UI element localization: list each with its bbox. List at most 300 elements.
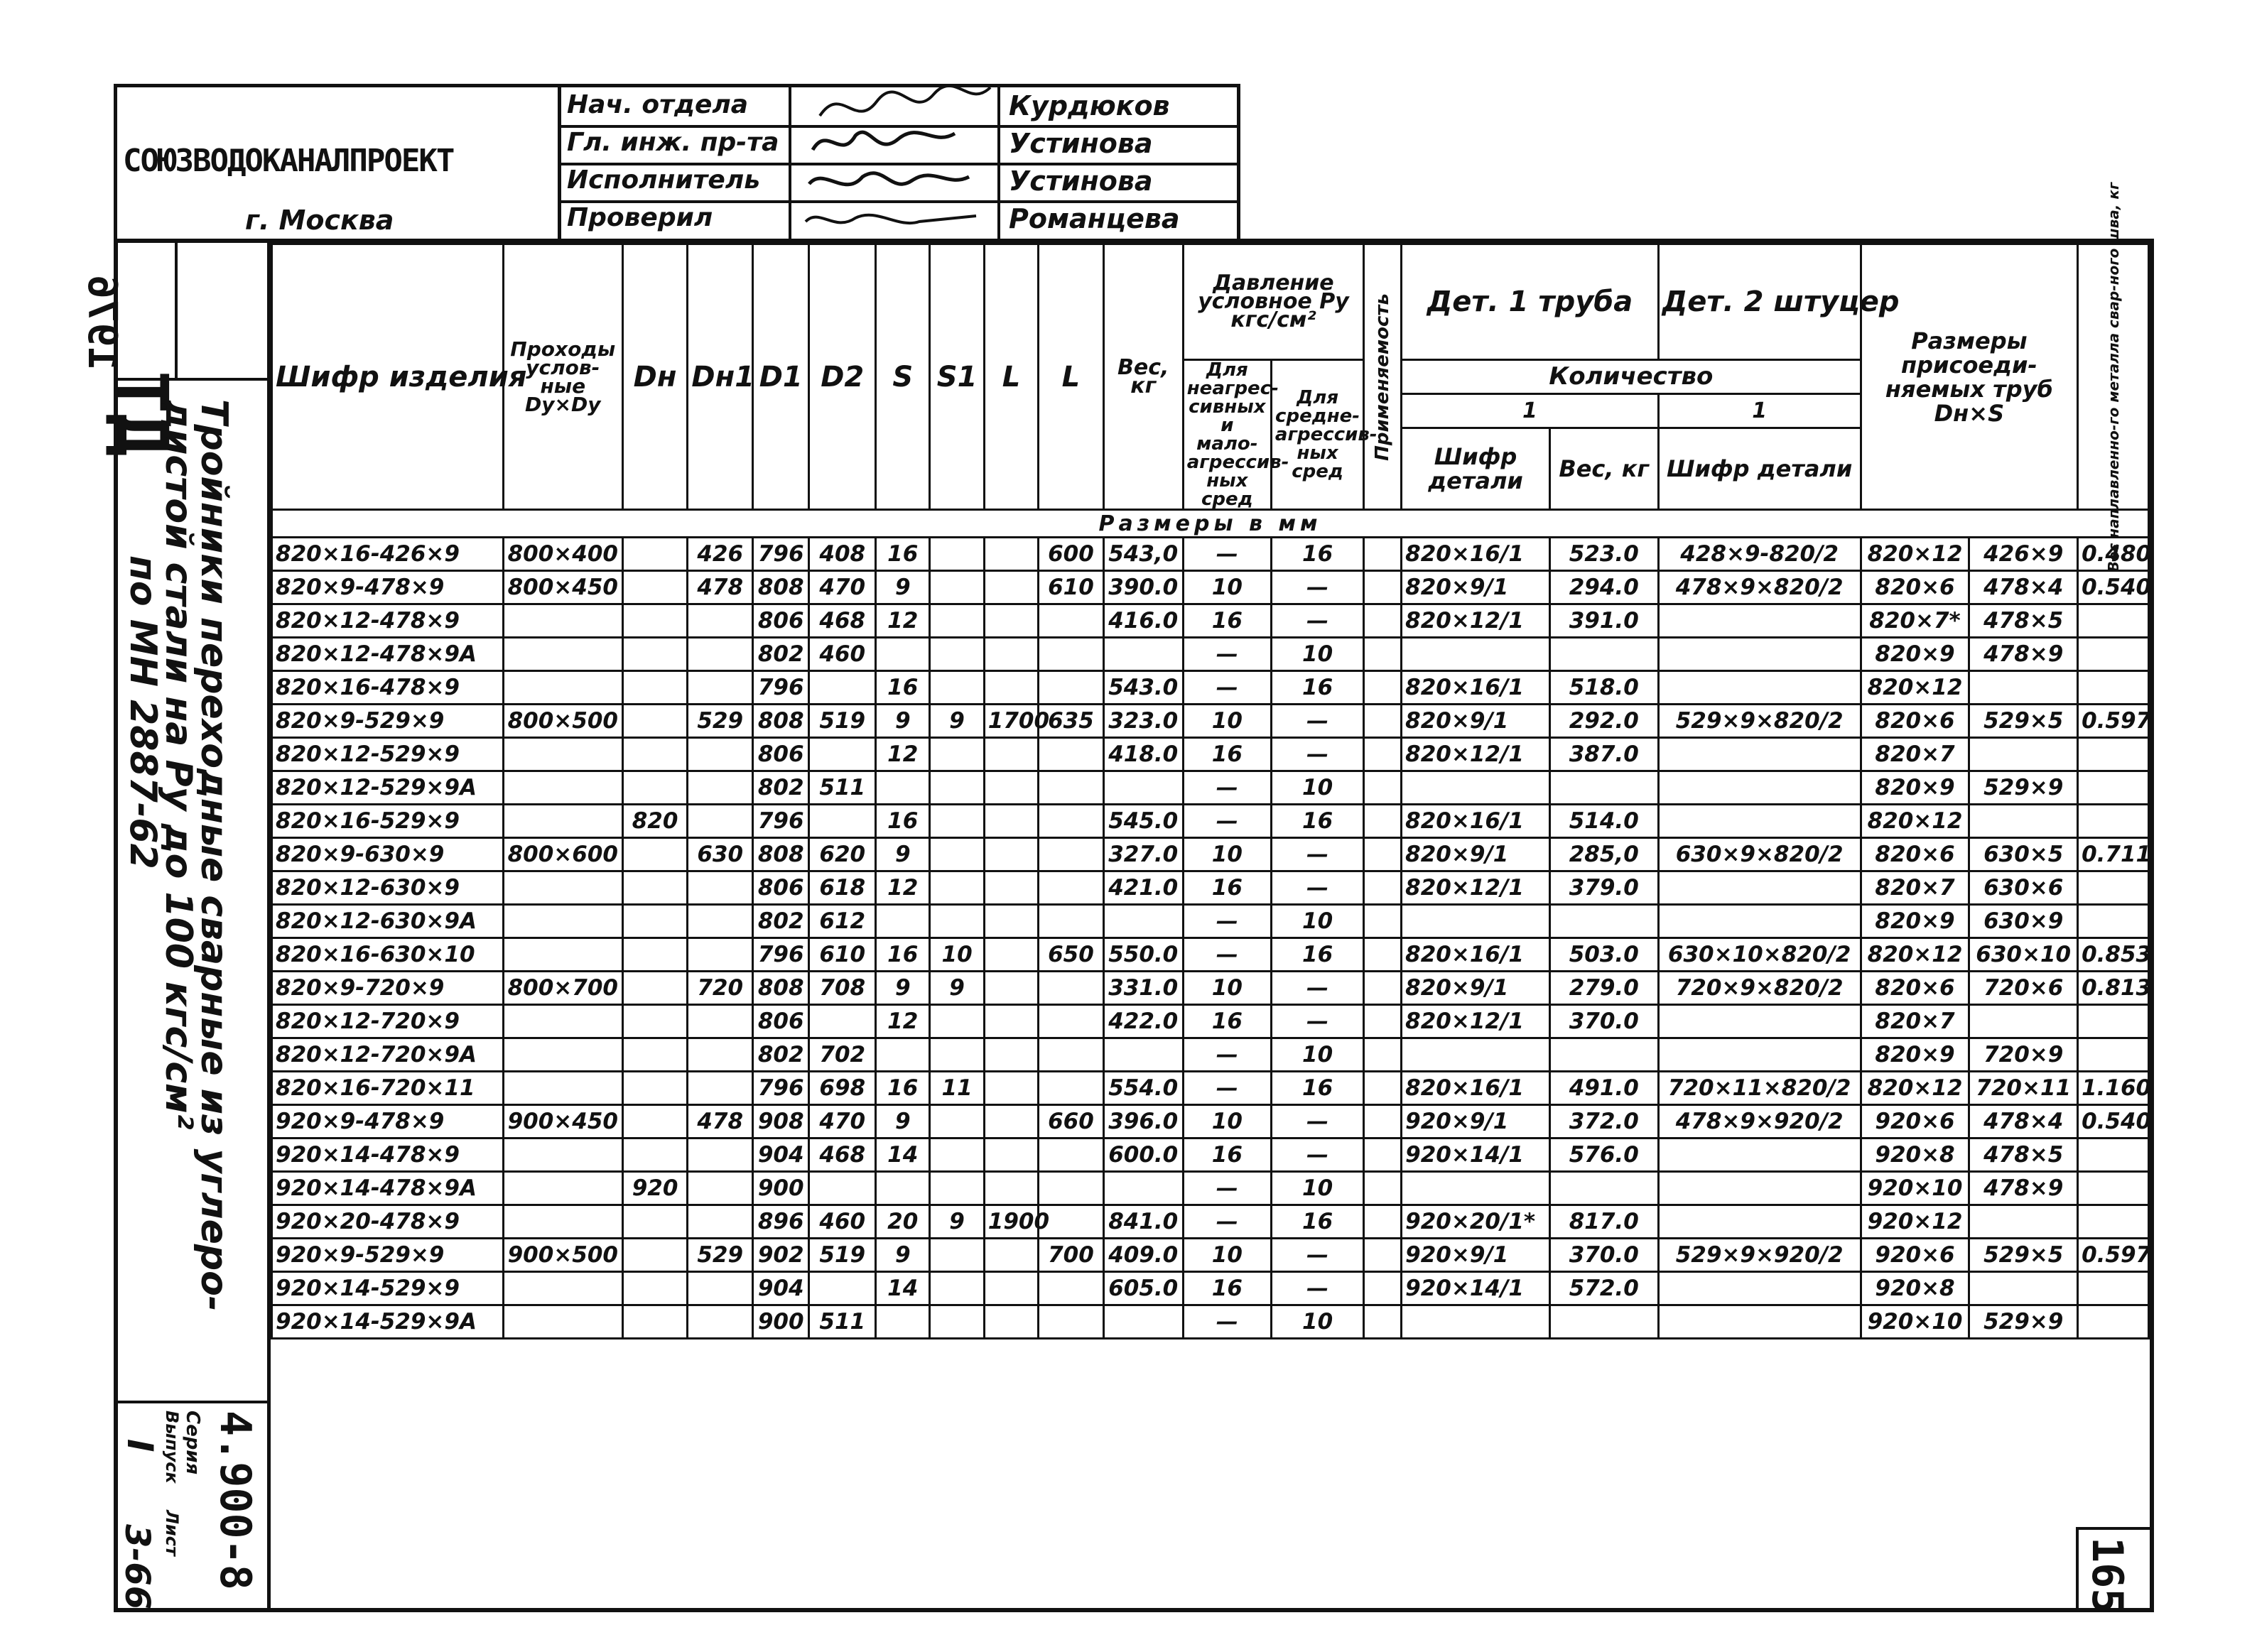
cell-l1	[984, 1038, 1038, 1072]
cell-det1-code	[1402, 771, 1550, 805]
cell-press-nonaggr: —	[1183, 1205, 1271, 1239]
cell-s	[876, 638, 930, 671]
cell-applicability	[1364, 604, 1402, 638]
cell-s1	[930, 1239, 984, 1272]
cell-passes: 900×500	[503, 1239, 622, 1272]
cell-d1: 796	[753, 805, 809, 838]
cell-l2	[1039, 1072, 1104, 1105]
cell-det1-weight: 372.0	[1549, 1105, 1658, 1139]
table-row	[272, 604, 2149, 638]
cell-applicability	[1364, 771, 1402, 805]
cell-l2: 635	[1039, 705, 1104, 738]
cell-code: 820×12-529×9	[272, 738, 504, 771]
cell-conn-s: 720×11	[1969, 1072, 2078, 1105]
cell-weld-weight: 0.540	[2078, 1105, 2149, 1139]
cell-l2	[1039, 738, 1104, 771]
cell-weight: 554.0	[1103, 1072, 1183, 1105]
cell-applicability	[1364, 1272, 1402, 1305]
cell-applicability	[1364, 705, 1402, 738]
cell-det1-code: 820×16/1	[1402, 938, 1550, 972]
cell-l2	[1039, 871, 1104, 905]
cell-d1: 806	[753, 738, 809, 771]
cell-conn-dn: 820×7	[1861, 738, 1969, 771]
cell-conn-s: 529×5	[1969, 1239, 2078, 1272]
header-det1: Дет. 1 труба	[1402, 244, 1658, 360]
header-det1-weight: Вес, кг	[1549, 428, 1658, 509]
cell-det2-code: 529×9×920/2	[1658, 1239, 1861, 1272]
cell-l2	[1039, 1305, 1104, 1339]
cell-l2	[1039, 838, 1104, 871]
cell-s: 16	[876, 538, 930, 571]
cell-press-nonaggr: 10	[1183, 571, 1271, 604]
cell-press-nonaggr: —	[1183, 938, 1271, 972]
header-applicability	[1364, 244, 1402, 510]
cell-applicability	[1364, 538, 1402, 571]
cell-weight: 416.0	[1103, 604, 1183, 638]
cell-weld-weight: 0.480	[2078, 538, 2149, 571]
cell-passes: 800×450	[503, 571, 622, 604]
cell-conn-s: 720×9	[1969, 1038, 2078, 1072]
description-line: по МН 2887-62	[121, 555, 164, 869]
cell-det1-code: 820×12/1	[1402, 738, 1550, 771]
header-qty1: 1	[1402, 393, 1658, 428]
cell-s: 16	[876, 1072, 930, 1105]
cell-d2: 702	[809, 1038, 876, 1072]
cell-weld-weight	[2078, 1139, 2149, 1172]
cell-press-medaggr: —	[1271, 571, 1363, 604]
cell-s: 12	[876, 871, 930, 905]
cell-d2: 519	[809, 1239, 876, 1272]
cell-conn-dn: 920×6	[1861, 1105, 1969, 1139]
cell-dn1	[688, 1172, 753, 1205]
cell-l1	[984, 1139, 1038, 1172]
cell-conn-s: 478×5	[1969, 1139, 2078, 1172]
cell-conn-s: 529×5	[1969, 705, 2078, 738]
cell-dn1: 529	[688, 705, 753, 738]
cell-det1-code: 820×16/1	[1402, 805, 1550, 838]
cell-weld-weight: 0.813	[2078, 972, 2149, 1005]
cell-s1	[930, 1105, 984, 1139]
description-line: дистой стали на Ру до 100 кгс/см²	[157, 399, 200, 1130]
cell-det1-code: 820×12/1	[1402, 604, 1550, 638]
cell-conn-s: 478×9	[1969, 1172, 2078, 1205]
cell-d1: 802	[753, 905, 809, 938]
cell-passes	[503, 1205, 622, 1239]
cell-s1	[930, 871, 984, 905]
header-d1: D1	[753, 244, 809, 510]
cell-conn-s: 426×9	[1969, 538, 2078, 571]
sheet-number: 165	[2082, 1537, 2132, 1614]
cell-press-medaggr: —	[1271, 972, 1363, 1005]
cell-l2	[1039, 972, 1104, 1005]
header-s1: S1	[930, 244, 984, 510]
header-pressure: Давление условное Ру кгс/см²	[1183, 244, 1364, 360]
cell-conn-dn: 920×6	[1861, 1239, 1969, 1272]
cell-press-medaggr: —	[1271, 1272, 1363, 1305]
cell-conn-dn: 820×12	[1861, 671, 1969, 705]
cell-press-nonaggr: 10	[1183, 1239, 1271, 1272]
cell-press-nonaggr: —	[1183, 638, 1271, 671]
cell-dn	[622, 1272, 688, 1305]
cell-dn	[622, 1239, 688, 1272]
cell-s: 12	[876, 1005, 930, 1038]
cell-conn-s: 630×5	[1969, 838, 2078, 871]
cell-det1-code: 820×9/1	[1402, 838, 1550, 871]
cell-conn-dn: 820×6	[1861, 705, 1969, 738]
cell-l1	[984, 1105, 1038, 1139]
cell-dn1	[688, 604, 753, 638]
header-press-medaggr: Для средне-агрессив-ных сред	[1271, 360, 1363, 510]
cell-conn-dn: 820×9	[1861, 638, 1969, 671]
cell-code: 920×14-529×9А	[272, 1305, 504, 1339]
cell-applicability	[1364, 1038, 1402, 1072]
year: 1976	[79, 275, 125, 371]
table-row	[272, 838, 2149, 871]
title-stamp	[114, 84, 1240, 242]
cell-det2-code: 720×11×820/2	[1658, 1072, 1861, 1105]
header-det1-code: Шифр детали	[1402, 428, 1550, 509]
cell-weld-weight: 0.711	[2078, 838, 2149, 871]
cell-applicability	[1364, 1172, 1402, 1205]
cell-code: 820×12-478×9	[272, 604, 504, 638]
cell-weight	[1103, 771, 1183, 805]
table-row	[272, 771, 2149, 805]
cell-weight: 418.0	[1103, 738, 1183, 771]
cell-code: 920×9-529×9	[272, 1239, 504, 1272]
cell-conn-dn: 920×10	[1861, 1305, 1969, 1339]
cell-d1: 900	[753, 1305, 809, 1339]
header-det2-code: Шифр детали	[1658, 428, 1861, 509]
cell-d1: 806	[753, 1005, 809, 1038]
cell-det1-code: 820×12/1	[1402, 1005, 1550, 1038]
cell-dn1	[688, 738, 753, 771]
stamp-name: Устинова	[1009, 165, 1153, 197]
header-passes: Проходы услов-ные Dу×Dу	[503, 244, 622, 510]
cell-det1-code: 920×14/1	[1402, 1272, 1550, 1305]
cell-det1-code	[1402, 638, 1550, 671]
table-row	[272, 805, 2149, 838]
cell-code: 820×9-529×9	[272, 705, 504, 738]
cell-s1	[930, 805, 984, 838]
cell-l1	[984, 771, 1038, 805]
cell-conn-s: 720×6	[1969, 972, 2078, 1005]
sheet-code: 3-66	[117, 1524, 157, 1610]
cell-applicability	[1364, 1205, 1402, 1239]
cell-dn	[622, 1305, 688, 1339]
cell-weight: 550.0	[1103, 938, 1183, 972]
handwritten-signature	[791, 163, 997, 200]
cell-press-medaggr: —	[1271, 705, 1363, 738]
cell-press-medaggr: —	[1271, 1105, 1363, 1139]
cell-s1	[930, 1038, 984, 1072]
stamp-role: Гл. инж. пр-та	[567, 128, 779, 157]
cell-det2-code: 529×9×820/2	[1658, 705, 1861, 738]
cell-det1-weight	[1549, 905, 1658, 938]
cell-press-nonaggr: —	[1183, 538, 1271, 571]
cell-l2	[1039, 805, 1104, 838]
cell-press-nonaggr: —	[1183, 1305, 1271, 1339]
table-row	[272, 1305, 2149, 1339]
cell-passes	[503, 638, 622, 671]
stamp-role: Исполнитель	[567, 165, 760, 195]
cell-dn1	[688, 905, 753, 938]
cell-d2: 610	[809, 938, 876, 972]
cell-det2-code	[1658, 1272, 1861, 1305]
header-code: Шифр изделия	[272, 244, 504, 510]
cell-conn-dn: 820×12	[1861, 1072, 1969, 1105]
cell-weight: 327.0	[1103, 838, 1183, 871]
signature-cell	[789, 200, 1000, 242]
cell-s: 16	[876, 938, 930, 972]
cell-det1-weight: 379.0	[1549, 871, 1658, 905]
issue-number: I	[119, 1439, 161, 1452]
cell-s	[876, 905, 930, 938]
cell-det1-code: 820×9/1	[1402, 705, 1550, 738]
cell-d1: 904	[753, 1139, 809, 1172]
cell-applicability	[1364, 638, 1402, 671]
handwritten-signature	[791, 200, 997, 242]
cell-passes	[503, 1139, 622, 1172]
cell-press-medaggr: 10	[1271, 905, 1363, 938]
cell-conn-dn: 820×9	[1861, 771, 1969, 805]
cell-s1	[930, 1305, 984, 1339]
cell-d2: 620	[809, 838, 876, 871]
cell-det1-weight: 370.0	[1549, 1239, 1658, 1272]
table-row	[272, 1105, 2149, 1139]
cell-dn	[622, 638, 688, 671]
issue-label: Выпуск	[162, 1411, 182, 1484]
cell-code: 820×12-529×9А	[272, 771, 504, 805]
table-row	[272, 1072, 2149, 1105]
cell-l1	[984, 972, 1038, 1005]
cell-l1	[984, 1305, 1038, 1339]
table-row	[272, 1005, 2149, 1038]
cell-s1	[930, 1172, 984, 1205]
cell-conn-dn: 820×6	[1861, 972, 1969, 1005]
cell-code: 820×16-630×10	[272, 938, 504, 972]
cell-applicability	[1364, 1105, 1402, 1139]
cell-code: 920×20-478×9	[272, 1205, 504, 1239]
cell-press-nonaggr: 10	[1183, 972, 1271, 1005]
cell-dn	[622, 1005, 688, 1038]
cell-weld-weight: 0.853	[2078, 938, 2149, 972]
cell-s1	[930, 838, 984, 871]
cell-conn-dn: 820×12	[1861, 538, 1969, 571]
table-row	[272, 705, 2149, 738]
cell-dn1	[688, 638, 753, 671]
cell-dn1	[688, 1038, 753, 1072]
cell-dn	[622, 604, 688, 638]
cell-det1-code: 820×9/1	[1402, 571, 1550, 604]
cell-dn1	[688, 871, 753, 905]
cell-weld-weight	[2078, 1005, 2149, 1038]
cell-press-medaggr: 10	[1271, 1305, 1363, 1339]
cell-s: 16	[876, 671, 930, 705]
cell-l1: 1900	[984, 1205, 1038, 1239]
cell-weight: 390.0	[1103, 571, 1183, 604]
cell-passes	[503, 1072, 622, 1105]
cell-applicability	[1364, 1072, 1402, 1105]
cell-l1	[984, 638, 1038, 671]
cell-conn-dn: 820×7	[1861, 871, 1969, 905]
organization-block	[117, 87, 561, 242]
cell-l2	[1039, 905, 1104, 938]
left-band	[79, 243, 271, 1610]
cell-dn: 920	[622, 1172, 688, 1205]
units-note: Размеры в мм	[272, 510, 2149, 538]
cell-dn1	[688, 771, 753, 805]
cell-det1-weight: 817.0	[1549, 1205, 1658, 1239]
cell-d1: 802	[753, 638, 809, 671]
stamp-role: Проверил	[567, 203, 713, 232]
table-row	[272, 1139, 2149, 1172]
cell-conn-s	[1969, 1205, 2078, 1239]
cell-press-medaggr: —	[1271, 1239, 1363, 1272]
cell-weld-weight	[2078, 1172, 2149, 1205]
cell-press-medaggr: 10	[1271, 771, 1363, 805]
cell-weld-weight	[2078, 1305, 2149, 1339]
cell-d1: 802	[753, 1038, 809, 1072]
cell-s1: 9	[930, 705, 984, 738]
cell-det2-code	[1658, 1205, 1861, 1239]
cell-press-nonaggr: —	[1183, 905, 1271, 938]
cell-l2	[1039, 671, 1104, 705]
cell-d1: 908	[753, 1105, 809, 1139]
cell-dn	[622, 671, 688, 705]
table-row	[272, 1038, 2149, 1072]
cell-dn: 820	[622, 805, 688, 838]
cell-dn1	[688, 1072, 753, 1105]
doc-code: ТД	[100, 371, 183, 457]
cell-l2	[1039, 1005, 1104, 1038]
cell-s: 14	[876, 1139, 930, 1172]
cell-det2-code	[1658, 671, 1861, 705]
cell-l1: 1700	[984, 705, 1038, 738]
header-dn1: Dн1	[688, 244, 753, 510]
cell-d2: 511	[809, 771, 876, 805]
cell-dn	[622, 1105, 688, 1139]
cell-weight: 323.0	[1103, 705, 1183, 738]
cell-l2	[1039, 1172, 1104, 1205]
cell-det2-code	[1658, 805, 1861, 838]
header-dn: Dн	[622, 244, 688, 510]
cell-det2-code: 478×9×820/2	[1658, 571, 1861, 604]
cell-press-medaggr: 10	[1271, 638, 1363, 671]
cell-d2: 408	[809, 538, 876, 571]
cell-dn	[622, 1205, 688, 1239]
spec-table-body	[272, 538, 2152, 1339]
cell-det1-weight: 523.0	[1549, 538, 1658, 571]
cell-weld-weight	[2078, 638, 2149, 671]
cell-d2: 468	[809, 1139, 876, 1172]
cell-det1-code	[1402, 1038, 1550, 1072]
cell-press-nonaggr: 16	[1183, 738, 1271, 771]
stamp-row	[561, 163, 1237, 203]
cell-s: 12	[876, 604, 930, 638]
cell-conn-s: 529×9	[1969, 771, 2078, 805]
cell-press-nonaggr: 16	[1183, 871, 1271, 905]
cell-press-medaggr: 10	[1271, 1172, 1363, 1205]
cell-s1	[930, 538, 984, 571]
cell-applicability	[1364, 1305, 1402, 1339]
cell-weight: 600.0	[1103, 1139, 1183, 1172]
cell-applicability	[1364, 1005, 1402, 1038]
cell-weld-weight: 0.540	[2078, 571, 2149, 604]
table-row	[272, 671, 2149, 705]
cell-applicability	[1364, 972, 1402, 1005]
cell-conn-s	[1969, 805, 2078, 838]
stamp-row	[561, 87, 1237, 128]
cell-conn-s: 478×4	[1969, 1105, 2078, 1139]
code-box	[79, 243, 267, 457]
cell-l2	[1039, 638, 1104, 671]
cell-code: 820×9-478×9	[272, 571, 504, 604]
cell-press-medaggr: 16	[1271, 1205, 1363, 1239]
cell-code: 820×12-720×9	[272, 1005, 504, 1038]
cell-d2: 460	[809, 1205, 876, 1239]
cell-conn-s	[1969, 1272, 2078, 1305]
cell-d2: 460	[809, 638, 876, 671]
cell-conn-dn: 920×8	[1861, 1139, 1969, 1172]
cell-press-medaggr: 16	[1271, 938, 1363, 972]
header-s: S	[876, 244, 930, 510]
cell-s	[876, 1172, 930, 1205]
cell-det2-code: 720×9×820/2	[1658, 972, 1861, 1005]
cell-det1-weight: 292.0	[1549, 705, 1658, 738]
stamp-name: Курдюков	[1009, 90, 1170, 121]
cell-d1: 904	[753, 1272, 809, 1305]
cell-det1-weight: 514.0	[1549, 805, 1658, 838]
cell-dn	[622, 1038, 688, 1072]
cell-passes	[503, 805, 622, 838]
stamp-name: Устинова	[1009, 128, 1153, 159]
cell-press-medaggr: —	[1271, 871, 1363, 905]
cell-d2	[809, 671, 876, 705]
cell-s: 9	[876, 705, 930, 738]
cell-conn-dn: 820×9	[1861, 905, 1969, 938]
cell-conn-dn: 920×10	[1861, 1172, 1969, 1205]
cell-conn-s	[1969, 738, 2078, 771]
cell-s	[876, 771, 930, 805]
cell-weight: 331.0	[1103, 972, 1183, 1005]
cell-s: 9	[876, 972, 930, 1005]
table-row	[272, 1205, 2149, 1239]
cell-l2	[1039, 604, 1104, 638]
cell-s1: 11	[930, 1072, 984, 1105]
cell-d1: 896	[753, 1205, 809, 1239]
cell-l2	[1039, 1038, 1104, 1072]
cell-l2	[1039, 771, 1104, 805]
cell-dn1: 529	[688, 1239, 753, 1272]
cell-d1: 796	[753, 938, 809, 972]
cell-d1: 806	[753, 604, 809, 638]
cell-dn1: 630	[688, 838, 753, 871]
cell-press-nonaggr: —	[1183, 671, 1271, 705]
table-row	[272, 871, 2149, 905]
cell-weld-weight	[2078, 604, 2149, 638]
cell-dn	[622, 905, 688, 938]
header-det2: Дет. 2 штуцер	[1658, 244, 1861, 360]
cell-conn-s: 478×9	[1969, 638, 2078, 671]
cell-weight	[1103, 1038, 1183, 1072]
stamp-role: Нач. отдела	[567, 90, 749, 119]
cell-d1: 808	[753, 972, 809, 1005]
cell-code: 920×9-478×9	[272, 1105, 504, 1139]
year-box	[79, 243, 178, 378]
cell-passes: 800×600	[503, 838, 622, 871]
cell-d2: 511	[809, 1305, 876, 1339]
cell-weld-weight	[2078, 905, 2149, 938]
